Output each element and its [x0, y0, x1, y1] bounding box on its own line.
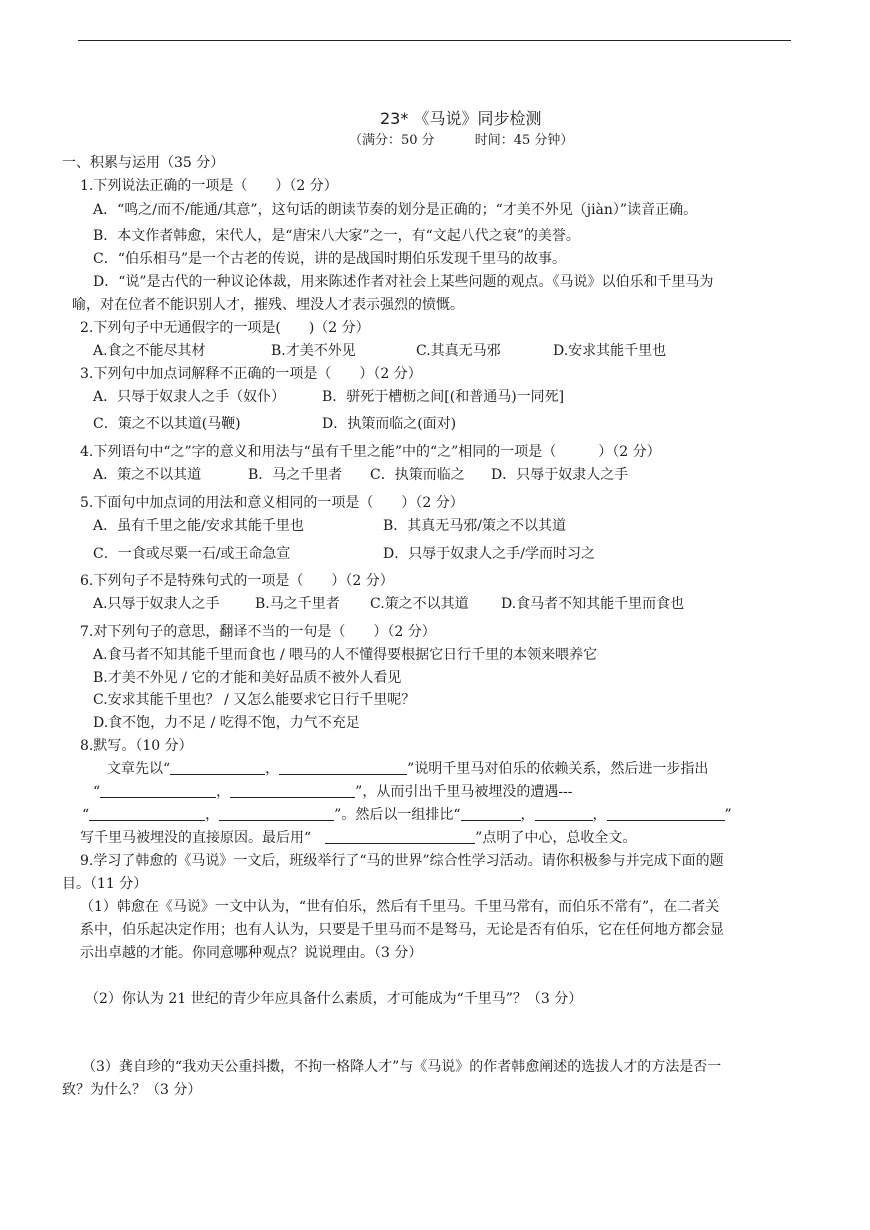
- q1-option-d-cont: 喻，对在位者不能识别人才，摧残、埋没人才表示强烈的愤慨。: [72, 297, 464, 313]
- blank-8[interactable]: [535, 806, 593, 821]
- q9-sub3-cont: 致？为什么？（3 分）: [62, 1082, 202, 1098]
- q3-option-c: C．策之不以其道(马鞭): [93, 416, 241, 432]
- q4-option-a: A．策之不以其道: [93, 467, 202, 483]
- blank-2[interactable]: [279, 760, 407, 775]
- q2-stem: 2.下列句子中无通假字的一项是( )（2 分）: [80, 320, 370, 336]
- q6-stem: 6.下列句子不是特殊句式的一项是（ ）（2 分）: [80, 573, 394, 589]
- q6-option-c: C.策之不以其道: [370, 596, 469, 612]
- q2-option-b: B.才美不外见: [271, 343, 356, 359]
- blank-4[interactable]: [230, 783, 355, 798]
- q9-sub1-cont: 系中，伯乐起决定作用；也有人认为，只要是千里马而不是驽马，无论是否有伯乐，它在任何地方都会显: [80, 922, 724, 938]
- q7-option-a: A.食马者不知其能千里而食也 / 喂马的人不懂得要根据它日行千里的本领来喂养它: [93, 647, 598, 663]
- q7-option-d: D.食不饱，力不足 / 吃得不饱，力气不充足: [93, 715, 360, 731]
- blank-9[interactable]: [607, 806, 725, 821]
- q8-stem: 8.默写。（10 分）: [80, 738, 193, 754]
- q5-stem: 5.下面句中加点词的用法和意义相同的一项是（ ）（2 分）: [80, 495, 464, 511]
- q1-option-c: C．“伯乐相马”是一个古老的传说，讲的是战国时期伯乐发现千里马的故事。: [93, 251, 567, 267]
- q1-option-a: A．“鸣之/而不/能通/其意”，这句话的朗读节奏的划分是正确的；“才美不外见（jiàn）”读音正确。: [93, 202, 698, 218]
- q4-option-d: D．只辱于奴隶人之手: [491, 467, 629, 483]
- q9-sub3: （3）龚自珍的“我劝天公重抖擞，不拘一格降人才”与《马说》的作者韩愈阐述的选拔人才的方法是否一: [82, 1059, 722, 1075]
- q6-option-b: B.马之千里者: [255, 596, 340, 612]
- page-title: 23* 《马说》同步检测: [380, 109, 542, 128]
- header-rule: [78, 40, 791, 41]
- exam-info: [349, 131, 573, 151]
- q7-option-c: C.安求其能千里也？ / 又怎么能要求它日行千里呢？: [93, 692, 416, 708]
- q4-stem: 4.下列语句中“之”字的意义和用法与“虽有千里之能”中的“之”相同的一项是（ ）（2 分）: [80, 444, 661, 460]
- q3-option-d: D．执策而临之(面对): [322, 416, 457, 432]
- q5-option-b: B．其真无马邪/策之不以其道: [383, 518, 567, 534]
- q5-option-c: C．一食或尽粟一石/或王命急宣: [93, 546, 291, 562]
- q2-option-a: A.食之不能尽其材: [93, 343, 206, 359]
- q1-option-b: B．本文作者韩愈，宋代人，是“唐宋八大家”之一，有“文起八代之衰”的美誉。: [93, 228, 580, 244]
- q8-line-2: “ ， ”，从而引出千里马被埋没的遭遇---: [93, 784, 573, 800]
- q8-line-1: 文章先以“ ， ”说明千里马对伯乐的依赖关系，然后进一步指出: [107, 761, 709, 777]
- q4-option-b: B．马之千里者: [248, 467, 343, 483]
- q4-option-c: C．执策而临之: [370, 467, 465, 483]
- q3-stem: 3.下列句中加点词解释不正确的一项是（ ）（2 分）: [80, 366, 422, 382]
- q8-line-3: “ ， ”。然后以一组排比“ ， ， ”: [82, 807, 732, 823]
- q2-option-c: C.其真无马邪: [416, 343, 501, 359]
- q7-stem: 7.对下列句子的意思，翻译不当的一句是（ ）（2 分）: [80, 624, 436, 640]
- section-heading: 一、积累与运用（35 分）: [62, 155, 225, 171]
- q9-sub2: （2）你认为 21 世纪的青少年应具备什么素质，才可能成为“千里马”？（3 分）: [85, 991, 583, 1007]
- q1-option-d: D．“说”是古代的一种议论体裁，用来陈述作者对社会上某些问题的观点。《马说》以伯乐和千里马为: [93, 274, 714, 290]
- blank-3[interactable]: [100, 783, 216, 798]
- q5-option-a: A．虽有千里之能/安求其能千里也: [93, 518, 304, 534]
- q8-line-4: 写千里马被埋没的直接原因。最后用“ ”点明了中心，总收全文。: [80, 830, 637, 846]
- q7-option-b: B.才美不外见 / 它的才能和美好品质不被外人看见: [93, 670, 402, 686]
- q9-stem: 9.学习了韩愈的《马说》一文后，班级举行了“马的世界”综合性学习活动。请你积极参与并完成下面的题: [80, 853, 724, 869]
- blank-7[interactable]: [461, 806, 521, 821]
- blank-10[interactable]: [325, 829, 475, 844]
- q5-option-d: D．只辱于奴隶人之手/学而时习之: [383, 546, 595, 562]
- q3-option-a: A．只辱于奴隶人之手（奴仆）: [93, 389, 286, 405]
- q3-option-b: B．骈死于槽枥之间[(和普通马)一同死]: [322, 389, 565, 405]
- q9-stem-cont: 目。（11 分）: [62, 876, 148, 892]
- blank-1[interactable]: [170, 760, 265, 775]
- q6-option-d: D.食马者不知其能千里而食也: [501, 596, 685, 612]
- blank-6[interactable]: [219, 806, 334, 821]
- time-info: 时间：45 分钟）: [474, 133, 574, 148]
- q9-sub1-cont2: 示出卓越的才能。你同意哪种观点？说说理由。（3 分）: [80, 945, 423, 961]
- score-info: （满分：50 分: [349, 133, 435, 148]
- q9-sub1: （1）韩愈在《马说》一文中认为，“世有伯乐，然后有千里马。千里马常有，而伯乐不常有”，在二者关: [80, 899, 720, 915]
- blank-5[interactable]: [89, 806, 205, 821]
- q6-option-a: A.只辱于奴隶人之手: [93, 596, 220, 612]
- q2-option-d: D.安求其能千里也: [553, 343, 667, 359]
- q1-stem: 1.下列说法正确的一项是（ ）（2 分）: [80, 178, 338, 194]
